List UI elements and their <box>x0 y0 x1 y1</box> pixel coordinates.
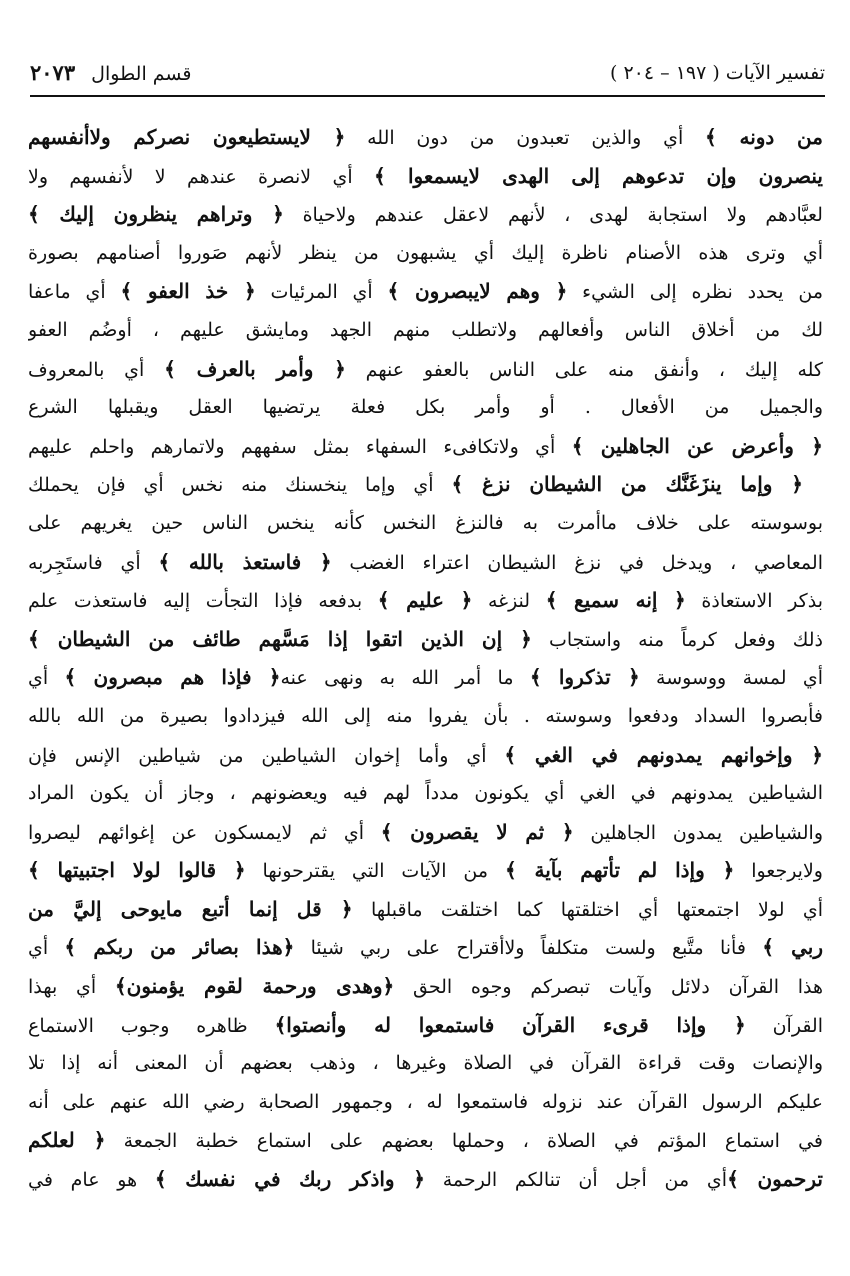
text-line <box>28 1083 823 1122</box>
quran-verse-text: ﴿ قالوا لولا اجتبيتها ﴾ <box>28 858 246 883</box>
text-line <box>28 388 823 427</box>
commentary-text: بذكر الاستعاذة <box>685 590 823 613</box>
text-line <box>28 543 823 582</box>
quran-verse-text: ﴿ لعلكم <box>28 1128 106 1153</box>
quran-verse-text: ينصرون وإن تدعوهم إلى الهدى لايسمعوا ﴾ <box>373 163 823 188</box>
text-line <box>28 1121 823 1160</box>
commentary-text: هذا القرآن دلائل وآيات تبصركم وجوه الحق <box>394 976 823 999</box>
commentary-text: والشياطين يمدون الجاهلين <box>573 821 823 844</box>
quran-verse-text: ﴿ فإذا هم مبصرون ﴾ <box>64 665 281 690</box>
text-line <box>28 581 823 620</box>
text-line <box>28 658 823 697</box>
commentary-text: القرآن <box>745 1014 823 1037</box>
commentary-text: أي والذين تعبدون من دون الله <box>345 127 706 149</box>
text-line <box>28 967 823 1006</box>
commentary-text: الشياطين يمدونهم في الغي أي يكونون مدداً لهم فيه ويعضونهم ، وجاز أن يكون المراد <box>28 782 823 805</box>
text-line <box>28 1160 823 1199</box>
quran-verse-text: ﴿ إن الذين اتقوا إذا مَسَّهم طائف من الشيطان ﴾ <box>28 626 532 651</box>
text-line <box>28 620 823 659</box>
text-line <box>28 1044 823 1083</box>
quran-verse-text: ﴿ فاستعذ بالله ﴾ <box>158 549 332 574</box>
header-folio <box>30 60 191 85</box>
text-line <box>28 350 823 389</box>
commentary-text: لعبَّادهم ولا استجابة لهدى ، لأنهم لاعقل عندهم ولاحياة <box>283 204 823 227</box>
commentary-text: أي لمسة ووسوسة <box>639 667 823 690</box>
commentary-text: من الآيات التي يقترحونها <box>245 860 505 883</box>
commentary-text: أي فاستَجِربه <box>28 551 159 574</box>
commentary-text: ولايرجعوا <box>734 860 823 883</box>
quran-verse-text: ﴿ وأمر بالعرف ﴾ <box>164 356 346 381</box>
text-line <box>28 851 823 890</box>
commentary-text: أي ماعفا <box>28 281 121 304</box>
text-line <box>28 774 823 813</box>
commentary-text: بوسوسته على خلاف ماأمرت به فالنزغ النخس كأنه ينخس الناس حين يغريهم على <box>28 511 823 534</box>
text-line <box>28 813 823 852</box>
commentary-text: أي من أجل أن تنالكم الرحمة <box>424 1169 728 1192</box>
quran-verse-text: ﴿ وإذا قرىء القرآن فاستمعوا له وأنصتوا﴾ <box>274 1012 746 1037</box>
quran-verse-text: ﴿ قل إنما أتبع مايوحى إليَّ من <box>28 896 353 921</box>
quran-verse-text: ﴿ لايستطيعون نصركم ولاأنفسهم <box>28 125 346 149</box>
quran-verse-text: ﴿هذا بصائر من ربكم ﴾ <box>64 935 295 960</box>
quran-verse-text: ترحمون ﴾ <box>727 1167 823 1192</box>
text-line <box>28 195 823 234</box>
quran-verse-text: ﴿ تذكروا ﴾ <box>529 665 640 690</box>
quran-verse-text: ﴿ وأعرض عن الجاهلين ﴾ <box>571 433 823 458</box>
commentary-text: لنزغه <box>472 590 546 613</box>
commentary-text: أي <box>28 937 65 960</box>
text-line <box>28 697 823 736</box>
commentary-text: من يحدد نظره إلى الشيء <box>567 281 823 304</box>
header-title: تفسير الآيات ( ١٩٧ – ٢٠٤ ) <box>610 62 825 84</box>
text-line <box>28 118 823 157</box>
commentary-text: هو عام في <box>28 1169 155 1192</box>
text-line <box>28 1006 823 1045</box>
commentary-text: أي <box>28 667 65 690</box>
commentary-text: ما أمر الله به ونهى عنه <box>280 667 530 690</box>
text-line <box>28 234 823 273</box>
text-line <box>28 504 823 543</box>
commentary-text: ظاهره وجوب الاستماع <box>28 1014 275 1037</box>
commentary-text: ذلك وفعل كرماً منه واستجاب <box>531 628 823 651</box>
text-line <box>28 736 823 775</box>
commentary-text: أي وأما إخوان الشياطين من شياطين الإنس فإن <box>28 744 505 767</box>
running-header <box>30 56 825 94</box>
text-line <box>28 157 823 196</box>
header-divider <box>30 95 825 97</box>
commentary-text: أي ولاتكافىء السفهاء بمثل سفههم ولاتمارهم واحلم عليهم <box>28 435 572 458</box>
commentary-text: المعاصي ، ويدخل في نزغ الشيطان اعتراء الغضب <box>331 551 823 574</box>
commentary-text: أي ثم لايمسكون عن إغوائهم ليصروا <box>28 821 381 844</box>
quran-verse-text: ﴿ وإخوانهم يمدونهم في الغي ﴾ <box>504 742 823 767</box>
text-line <box>28 427 823 466</box>
commentary-text: فأنا متَّبع ولست متكلفاً ولاأقتراح على ربي شيئا <box>294 937 763 960</box>
quran-verse-text: من دونه ﴾ <box>705 125 823 149</box>
commentary-text: والإنصات وقت قراءة القرآن في الصلاة وغيرها ، وذهب بعضهم أن المعنى أنه إذا تلا <box>28 1052 823 1075</box>
page-number: ٢٠٧٣ <box>30 60 76 85</box>
quran-verse-text: ﴿ إنه سميع ﴾ <box>545 588 686 613</box>
text-line <box>28 272 823 311</box>
commentary-text: أي لولا اجتمعتها أي اختلقتها كما اختلقت ماقبلها <box>352 898 823 921</box>
quran-verse-text: ﴿ وإما ينزَغَنَّك من الشيطان نزغ ﴾ <box>451 472 803 497</box>
commentary-text: بدفعه فإذا التجأت إليه فاستعذت علم <box>28 590 378 613</box>
text-line <box>28 311 823 350</box>
commentary-text: والجميل من الأفعال . أو وأمر بكل فعلة يرتضيها العقل ويقبلها الشرع <box>28 396 823 419</box>
commentary-text: أي وترى هذه الأصنام ناظرة إليك أي يشبهون من ينظر لأنهم صَوروا أصنامهم بصورة <box>28 241 823 264</box>
section-name: قسم الطوال <box>91 63 192 85</box>
quran-verse-text: ﴿وهدى ورحمة لقوم يؤمنون﴾ <box>114 974 395 999</box>
text-line <box>28 928 823 967</box>
quran-verse-text: ﴿ واذكر ربك في نفسك ﴾ <box>154 1167 425 1192</box>
quran-verse-text: ربي ﴾ <box>762 935 823 960</box>
commentary-text: أي وإما ينخسنك منه نخس أي فإن يحملك <box>28 474 452 497</box>
commentary-text: أي لانصرة عندهم لا لأنفسهم ولا <box>28 165 374 188</box>
quran-verse-text: ﴿ وإذا لم تأتهم بآية ﴾ <box>504 858 735 883</box>
quran-verse-text: ﴿ عليم ﴾ <box>377 588 473 613</box>
commentary-text: أي بهذا <box>28 976 115 999</box>
commentary-text: في استماع المؤتم في الصلاة ، وحملها بعضهم على استماع خطبة الجمعة <box>105 1130 823 1153</box>
commentary-text: أي المرئيات <box>255 281 388 304</box>
commentary-text: كله إليك ، وأنفق منه على الناس بالعفو عنهم <box>345 358 823 381</box>
text-line <box>28 890 823 929</box>
commentary-text: لك من أخلاق الناس وأفعالهم ولاتطلب منهم الجهد ومايشق عليهم ، أوضُم العفو <box>28 318 823 341</box>
commentary-text: أي بالمعروف <box>28 358 165 381</box>
commentary-text: فأبصروا السداد ودفعوا وسوسته . بأن يفروا منه إلى الله فيزدادوا بصيرة من الله بالله <box>28 704 823 727</box>
commentary-text: عليكم الرسول القرآن عند نزوله فاستمعوا له ، وجمهور الصحابة رضي الله عنهم على أنه <box>28 1090 823 1113</box>
quran-verse-text: ﴿ ثم لا يقصرون ﴾ <box>380 819 574 844</box>
text-line <box>28 465 823 504</box>
body-text <box>28 118 823 1199</box>
quran-verse-text: ﴿ خذ العفو ﴾ <box>120 279 256 304</box>
quran-verse-text: ﴿ وتراهم ينظرون إليك ﴾ <box>28 202 284 227</box>
quran-verse-text: ﴿ وهم لايبصرون ﴾ <box>387 279 568 304</box>
